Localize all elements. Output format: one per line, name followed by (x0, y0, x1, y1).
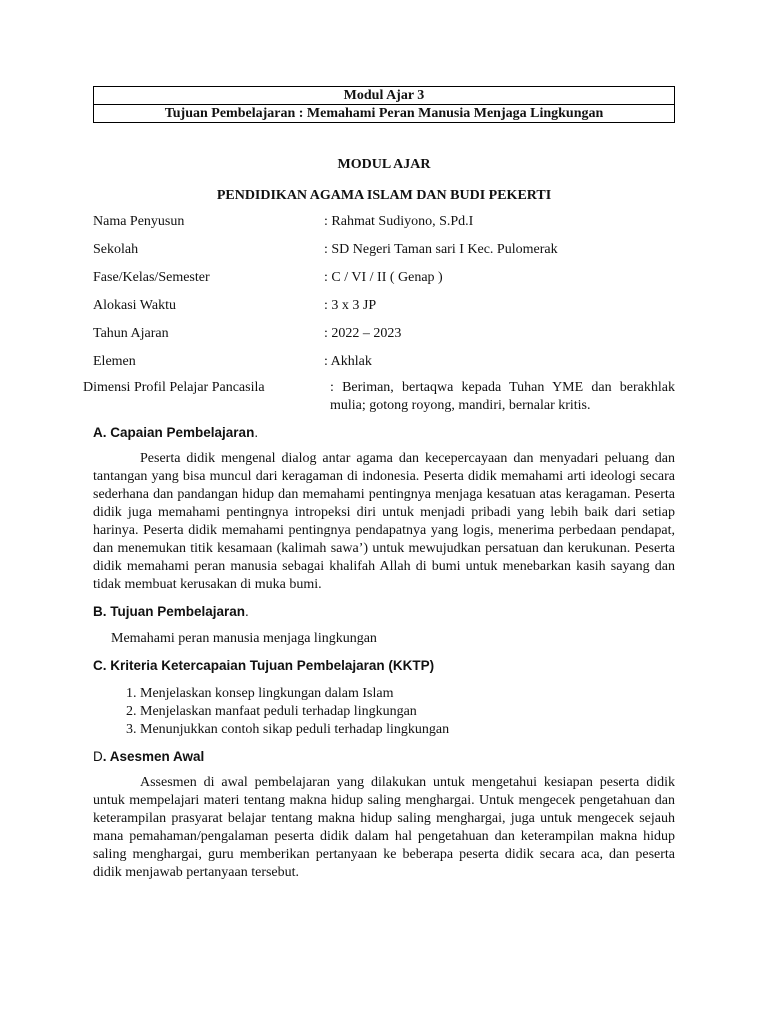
section-a-text: Peserta didik mengenal dialog antar agama dan kecepercayaan dan menyadari peluang dan tantangan yang bisa muncul dari keragaman di indonesia. Peserta didik memahami arti ideologi secara sederhana dan pandangan hidup dan memahami pentingnya menjaga kesatuan atas keragaman. Peserta didik juga memahami pentingnya intropeksi diri untuk menjadi pribadi yang lebih baik dari setiap harinya. Peserta didik memahami pentingnya pendapatnya yang logis, menerima perbedaan pendapat, dan menemukan titik kesamaan (kalimah sawa’) untuk mewujudkan persatuan dan kerukunan. Peserta didik memahami peran manusia sebagai khalifah Allah di bumi untuk menebarkan kasih sayang dan tidak membuat kerusakan di muka bumi. (93, 451, 675, 592)
document-title: MODUL AJAR (337, 157, 431, 172)
document-subtitle: PENDIDIKAN AGAMA ISLAM DAN BUDI PEKERTI (216, 188, 552, 203)
info-label: Alokasi Waktu (93, 298, 176, 313)
info-row-penyusun (93, 213, 675, 241)
module-number: Modul Ajar 3 (343, 88, 425, 103)
kktp-list (93, 685, 675, 739)
info-label: Tahun Ajaran (93, 326, 169, 341)
info-row-tahun (93, 325, 675, 353)
info-value: : SD Negeri Taman sari I Kec. Pulomerak (324, 242, 558, 257)
section-a-period: . (254, 425, 259, 440)
info-label: Sekolah (93, 242, 139, 257)
section-d-title-text: . Asesmen Awal (102, 749, 205, 764)
info-value: : 2022 – 2023 (324, 326, 402, 341)
info-value: : C / VI / II ( Genap ) (324, 270, 443, 285)
learning-objective-title: Tujuan Pembelajaran : Memahami Peran Manusia Menjaga Lingkungan (94, 104, 674, 122)
section-d-body (93, 774, 675, 882)
section-d-title (93, 748, 675, 766)
header-box (93, 86, 675, 123)
info-value: : Rahmat Sudiyono, S.Pd.I (324, 214, 474, 229)
info-value: : 3 x 3 JP (324, 298, 377, 313)
info-label: Fase/Kelas/Semester (93, 270, 210, 285)
document-page (83, 86, 675, 882)
list-item: 2. Menjelaskan manfaat peduli terhadap lingkungan (140, 703, 675, 721)
section-b-title-text: B. Tujuan Pembelajaran (93, 604, 246, 619)
section-b-title (93, 603, 675, 621)
section-a-title-text: A. Capaian Pembelajaran (93, 425, 255, 440)
info-value: : Akhlak (324, 354, 372, 369)
section-b-body: Memahami peran manusia menjaga lingkungan (111, 631, 377, 646)
info-value: : Beriman, bertaqwa kepada Tuhan YME dan berakhlak mulia; gotong royong, mandiri, bernalar kritis. (330, 380, 675, 413)
info-row-fase (93, 269, 675, 297)
section-a-title (93, 424, 675, 442)
section-d-text: Assesmen di awal pembelajaran yang dilakukan untuk mengetahui kesiapan peserta didik untuk mempelajari materi tentang makna hidup saling menghargai. Untuk mengecek pengetahuan dan keterampilan prasyarat belajar tentang makna hidup saling menghargai, juga untuk mengecek sejauh mana pemahaman/pengalaman peserta didik dalam hal pengetahuan dan keterampilan makna hidup saling menghargai, guru memberikan pertanyaan ke beberapa peserta didik secara aca, dan peserta didik menjawab pertanyaan tersebut. (93, 775, 675, 880)
info-row-elemen (93, 353, 675, 381)
section-d-letter: D (93, 749, 103, 764)
info-label: Dimensi Profil Pelajar Pancasila (83, 380, 265, 395)
section-a-body (93, 450, 675, 594)
section-c-title: C. Kriteria Ketercapaian Tujuan Pembelajaran (KKTP) (93, 658, 435, 673)
info-table (83, 213, 675, 415)
info-row-dimensi (83, 379, 675, 415)
list-item: 3. Menunjukkan contoh sikap peduli terhadap lingkungan (140, 721, 675, 739)
info-row-sekolah (93, 241, 675, 269)
info-label: Elemen (93, 354, 136, 369)
section-b-period: . (245, 604, 249, 619)
list-item: 1. Menjelaskan konsep lingkungan dalam Islam (140, 685, 675, 703)
info-row-alokasi (93, 297, 675, 325)
info-label: Nama Penyusun (93, 214, 185, 229)
